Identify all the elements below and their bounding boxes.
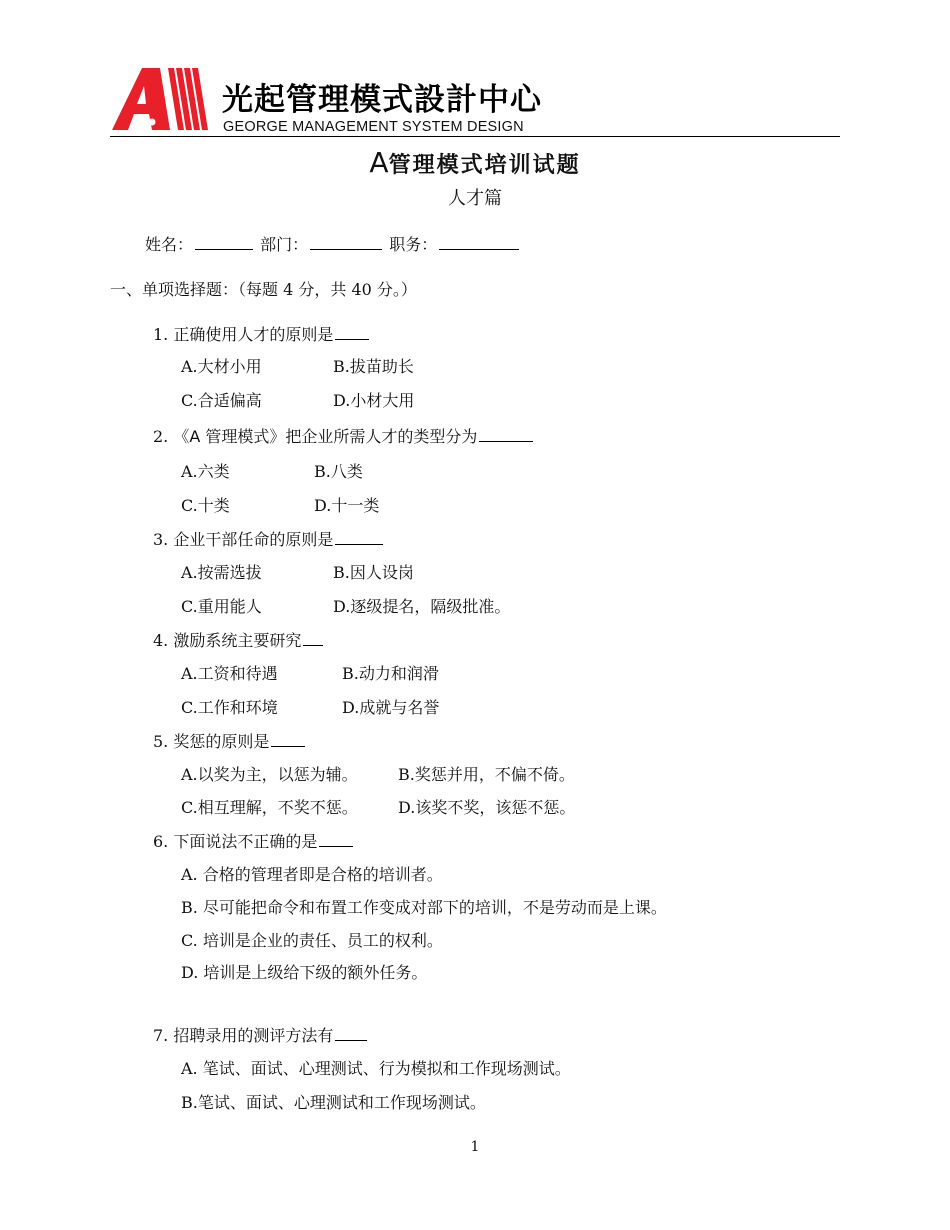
question-3	[153, 527, 385, 550]
book-title: 《A 管理模式》	[173, 427, 286, 446]
question-7	[153, 1023, 369, 1046]
section-heading: 一、单项选择题：（每题 4 分，共 40 分。）	[110, 280, 417, 299]
option-b: B.奖惩并用，不偏不倚。	[398, 765, 575, 784]
option-d: D.成就与名誉	[342, 698, 440, 717]
info-line	[145, 232, 521, 255]
brand-name-cn: 光起管理模式設計中心	[222, 82, 542, 118]
header-divider	[110, 136, 840, 137]
position-label: 职务：	[389, 235, 438, 254]
question-stem: 6. 下面说法不正确的是	[153, 832, 318, 851]
option-a: A.以奖为主，以惩为辅。	[181, 765, 358, 784]
question-6	[153, 829, 355, 852]
dept-label: 部门：	[260, 235, 309, 254]
option-b: B.八类	[314, 462, 363, 481]
question-stem: 1. 正确使用人才的原则是	[153, 325, 334, 344]
question-stem: 5. 奖惩的原则是	[153, 732, 270, 751]
company-logo-icon	[112, 66, 212, 132]
question-stem: 3. 企业干部任命的原则是	[153, 530, 334, 549]
question-stem: 把企业所需人才的类型分为	[285, 427, 478, 446]
option-c: C. 培训是企业的责任、员工的权利。	[181, 931, 443, 950]
option-b: B.拔苗助长	[333, 357, 414, 376]
answer-blank[interactable]	[335, 1026, 367, 1041]
option-c: C.十类	[181, 496, 230, 515]
answer-blank[interactable]	[335, 325, 369, 340]
option-c: C.合适偏高	[181, 391, 262, 410]
name-blank[interactable]	[195, 235, 253, 250]
option-c: C.相互理解，不奖不惩。	[181, 798, 358, 817]
answer-blank[interactable]	[479, 427, 533, 442]
brand-name-en: GEORGE MANAGEMENT SYSTEM DESIGN	[223, 119, 524, 135]
question-5	[153, 729, 307, 752]
option-b: B.动力和润滑	[342, 664, 439, 683]
option-a: A. 合格的管理者即是合格的培训者。	[181, 865, 443, 884]
option-a: A.按需选拔	[181, 563, 262, 582]
question-stem: 4. 激励系统主要研究	[153, 631, 302, 650]
page-number: 1	[470, 1139, 480, 1155]
option-d: D.该奖不奖，该惩不惩。	[398, 798, 576, 817]
title-letter: A	[369, 146, 389, 179]
answer-blank[interactable]	[303, 631, 323, 646]
document-title	[0, 146, 950, 179]
answer-blank[interactable]	[335, 530, 383, 545]
option-b: B.因人设岗	[333, 563, 414, 582]
option-c: C.工作和环境	[181, 698, 278, 717]
answer-blank[interactable]	[271, 732, 305, 747]
question-4	[153, 628, 325, 651]
option-a: A.六类	[181, 462, 230, 481]
question-stem-prefix: 2.	[153, 427, 174, 446]
option-d: D.逐级提名，隔级批准。	[333, 597, 511, 616]
option-b: B.笔试、面试、心理测试和工作现场测试。	[181, 1093, 486, 1112]
position-blank[interactable]	[439, 235, 519, 250]
dept-blank[interactable]	[310, 235, 382, 250]
document-subtitle: 人才篇	[448, 188, 502, 209]
option-b: B. 尽可能把命令和布置工作变成对部下的培训，不是劳动而是上课。	[181, 898, 667, 917]
option-d: D.小材大用	[333, 391, 415, 410]
option-d: D.十一类	[314, 496, 380, 515]
option-d: D. 培训是上级给下级的额外任务。	[181, 963, 428, 982]
answer-blank[interactable]	[319, 832, 353, 847]
title-text: 管理模式培训试题	[388, 153, 581, 178]
question-stem: 7. 招聘录用的测评方法有	[153, 1026, 334, 1045]
name-label: 姓名：	[145, 235, 194, 254]
option-a: A.工资和待遇	[181, 664, 278, 683]
question-2	[153, 424, 535, 447]
option-c: C.重用能人	[181, 597, 262, 616]
option-a: A. 笔试、面试、心理测试、行为模拟和工作现场测试。	[181, 1059, 571, 1078]
question-1	[153, 322, 371, 345]
option-a: A.大材小用	[181, 357, 262, 376]
